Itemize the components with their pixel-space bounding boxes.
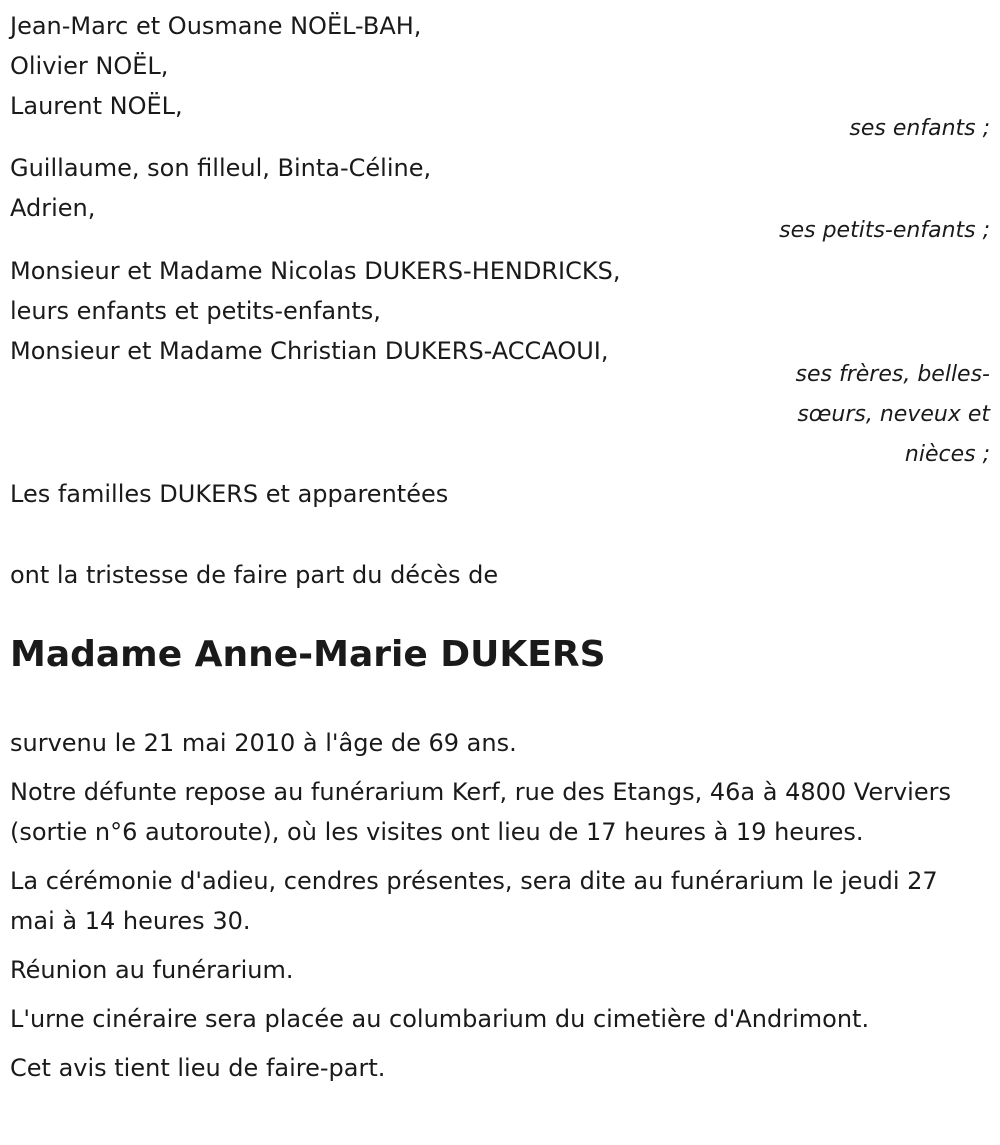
sibling-line-2: leurs enfants et petits-enfants, xyxy=(10,297,381,325)
child-line-1: Jean-Marc et Ousmane NOËL-BAH, xyxy=(10,12,422,40)
families-line: Les familles DUKERS et apparentées xyxy=(10,480,449,508)
paragraph-age: survenu le 21 mai 2010 à l'âge de 69 ans. xyxy=(10,729,517,757)
child-line-2: Olivier NOËL, xyxy=(10,52,169,80)
notice-body xyxy=(10,723,990,1097)
siblings-role-line-1: ses frères, belles- xyxy=(795,362,990,387)
grandchildren-role-label: ses petits-enfants ; xyxy=(779,218,990,243)
grandchild-line-1: Guillaume, son filleul, Binta-Céline, xyxy=(10,154,432,182)
sibling-line-1: Monsieur et Madame Nicolas DUKERS-HENDRICKS, xyxy=(10,257,621,285)
paragraph-notice: Cet avis tient lieu de faire-part. xyxy=(10,1054,386,1082)
children-role-label: ses enfants ; xyxy=(849,116,990,141)
children-list xyxy=(10,6,421,126)
sibling-line-3: Monsieur et Madame Christian DUKERS-ACCAOUI, xyxy=(10,337,609,365)
siblings-role-line-2: sœurs, neveux et xyxy=(797,402,990,427)
paragraph-reunion: Réunion au funérarium. xyxy=(10,956,294,984)
siblings-role-line-3: nièces ; xyxy=(904,442,990,467)
intro-line: ont la tristesse de faire part du décès de xyxy=(10,561,499,589)
siblings-list xyxy=(10,251,620,371)
child-line-3: Laurent NOËL, xyxy=(10,92,183,120)
paragraph-ceremony: La cérémonie d'adieu, cendres présentes, sera dite au funérarium le jeudi 27 mai à 14 heures 30. xyxy=(10,867,938,935)
deceased-name: Madame Anne-Marie DUKERS xyxy=(10,634,606,675)
grandchild-line-2: Adrien, xyxy=(10,194,96,222)
siblings-role-label xyxy=(775,355,990,475)
paragraph-visitation: Notre défunte repose au funérarium Kerf, rue des Etangs, 46a à 4800 Verviers (sortie n°6 autoroute), où les visites ont lieu de 17 heures à 19 heures. xyxy=(10,778,951,846)
paragraph-urn: L'urne cinéraire sera placée au columbarium du cimetière d'Andrimont. xyxy=(10,1005,870,1033)
